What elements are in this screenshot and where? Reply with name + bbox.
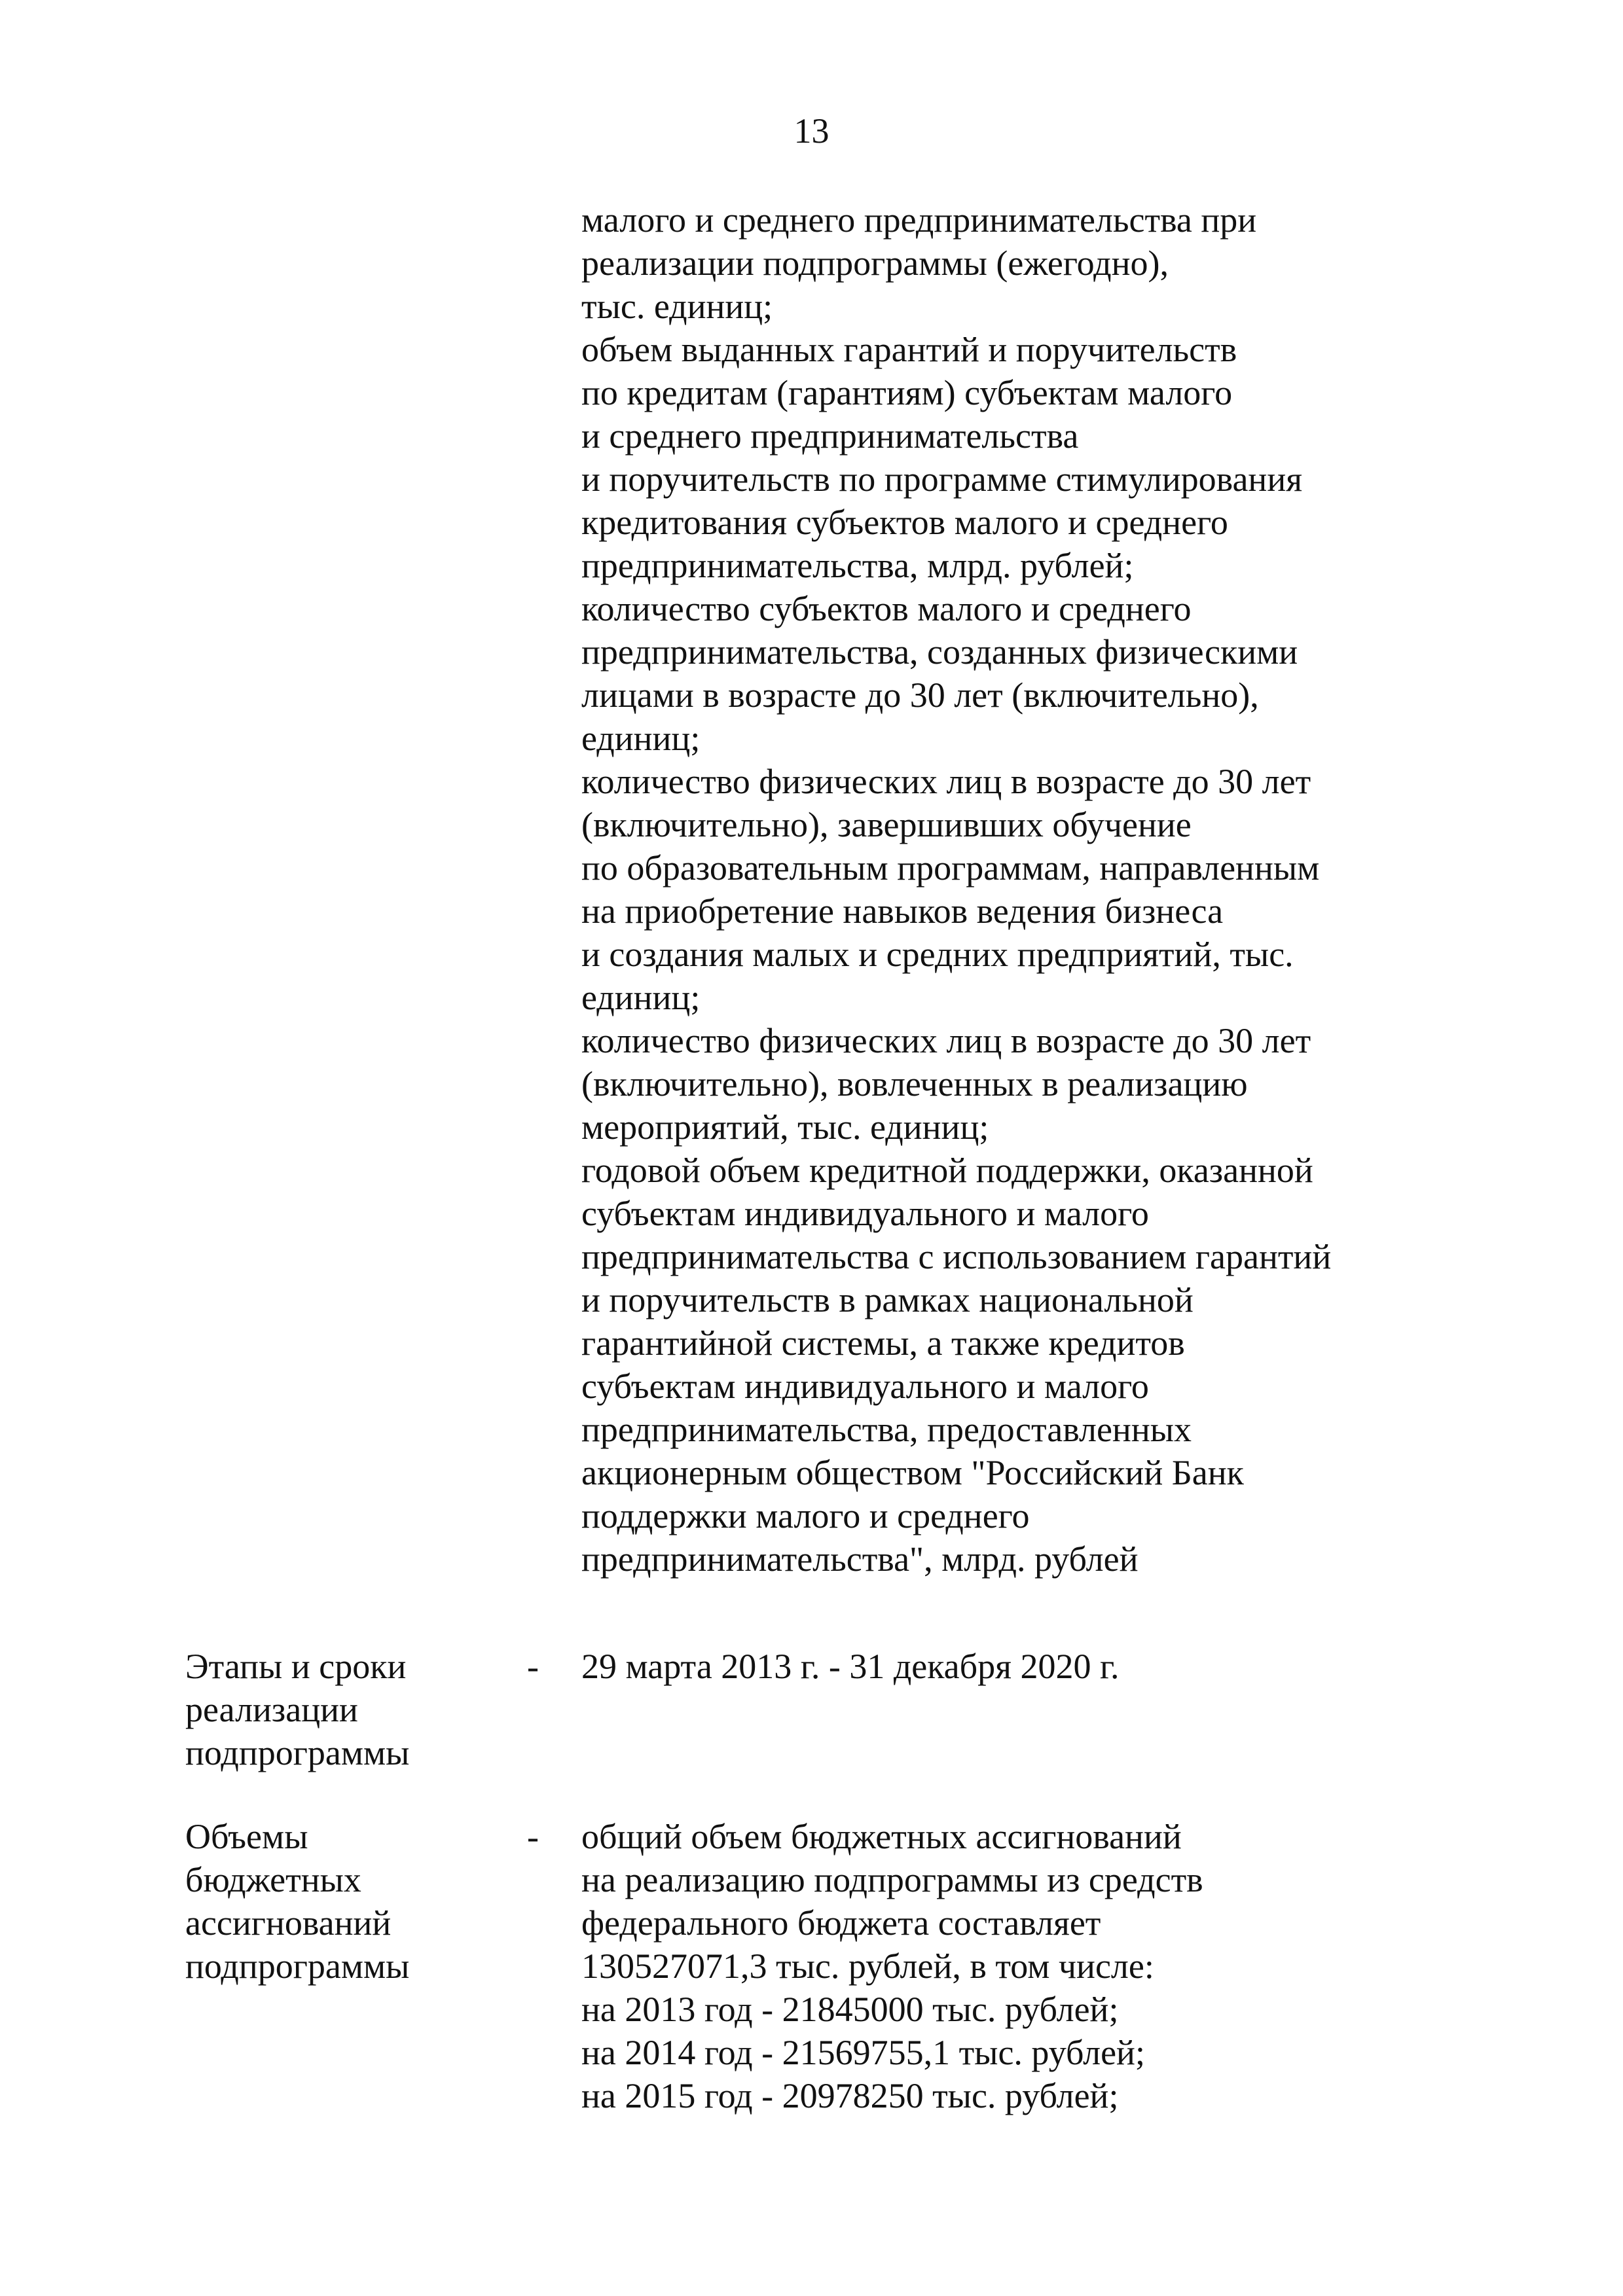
label-line: Объемы bbox=[185, 1817, 308, 1856]
text-line: (включительно), вовлеченных в реализацию bbox=[581, 1064, 1248, 1103]
text-line: количество физических лиц в возрасте до 30 лет bbox=[581, 1021, 1311, 1060]
text-line: и среднего предпринимательства bbox=[581, 416, 1079, 456]
value-line: 130527071,3 тыс. рублей, в том числе: bbox=[581, 1946, 1154, 1986]
text-line: субъектам индивидуального и малого bbox=[581, 1194, 1149, 1233]
label-line: бюджетных bbox=[185, 1860, 361, 1899]
text-line: (включительно), завершивших обучение bbox=[581, 805, 1192, 844]
text-line: предпринимательства с использованием гарантий bbox=[581, 1237, 1332, 1276]
value-line: на реализацию подпрограммы из средств bbox=[581, 1860, 1203, 1899]
label-line: Этапы и сроки bbox=[185, 1647, 407, 1686]
stages-dash: - bbox=[527, 1647, 539, 1686]
text-line: единиц; bbox=[581, 719, 701, 758]
label-line: ассигнований bbox=[185, 1903, 392, 1943]
value-line: федерального бюджета составляет bbox=[581, 1903, 1101, 1943]
budget-dash: - bbox=[527, 1817, 539, 1856]
value-line: на 2013 год - 21845000 тыс. рублей; bbox=[581, 1990, 1119, 2029]
value-line: 29 марта 2013 г. - 31 декабря 2020 г. bbox=[581, 1647, 1120, 1686]
indicators-continuation bbox=[581, 198, 1472, 1581]
text-line: объем выданных гарантий и поручительств bbox=[581, 330, 1237, 369]
label-line: подпрограммы bbox=[185, 1733, 410, 1772]
text-line: и поручительств в рамках национальной bbox=[581, 1280, 1194, 1319]
text-line: кредитования субъектов малого и среднего bbox=[581, 503, 1228, 542]
text-line: лицами в возрасте до 30 лет (включительно), bbox=[581, 675, 1259, 715]
text-line: и поручительств по программе стимулирования bbox=[581, 459, 1303, 499]
budget-value bbox=[581, 1815, 1472, 2117]
text-line: предпринимательства, созданных физическими bbox=[581, 632, 1298, 672]
text-line: поддержки малого и среднего bbox=[581, 1496, 1030, 1535]
label-line: подпрограммы bbox=[185, 1946, 410, 1986]
stages-label bbox=[185, 1645, 486, 1774]
stages-value bbox=[581, 1645, 1472, 1688]
value-line: общий объем бюджетных ассигнований bbox=[581, 1817, 1182, 1856]
budget-label bbox=[185, 1815, 486, 1988]
text-line: единиц; bbox=[581, 978, 701, 1017]
text-line: по кредитам (гарантиям) субъектам малого bbox=[581, 373, 1233, 412]
text-line: предпринимательства", млрд. рублей bbox=[581, 1539, 1139, 1579]
value-line: на 2015 год - 20978250 тыс. рублей; bbox=[581, 2076, 1119, 2115]
text-line: предпринимательства, млрд. рублей; bbox=[581, 546, 1134, 585]
text-line: субъектам индивидуального и малого bbox=[581, 1367, 1149, 1406]
text-line: и создания малых и средних предприятий, тыс. bbox=[581, 935, 1294, 974]
text-line: на приобретение навыков ведения бизнеса bbox=[581, 891, 1224, 931]
text-line: малого и среднего предпринимательства при bbox=[581, 200, 1257, 240]
text-line: гарантийной системы, а также кредитов bbox=[581, 1323, 1185, 1363]
text-line: годовой объем кредитной поддержки, оказанной bbox=[581, 1151, 1313, 1190]
text-line: по образовательным программам, направленным bbox=[581, 848, 1320, 888]
value-line: на 2014 год - 21569755,1 тыс. рублей; bbox=[581, 2033, 1145, 2072]
page-number: 13 bbox=[793, 111, 830, 151]
text-line: мероприятий, тыс. единиц; bbox=[581, 1107, 989, 1147]
text-line: акционерным обществом "Российский Банк bbox=[581, 1453, 1244, 1492]
text-line: предпринимательства, предоставленных bbox=[581, 1410, 1192, 1449]
label-line: реализации bbox=[185, 1690, 358, 1729]
text-line: реализации подпрограммы (ежегодно), bbox=[581, 243, 1169, 283]
text-line: тыс. единиц; bbox=[581, 287, 773, 326]
text-line: количество физических лиц в возрасте до 30 лет bbox=[581, 762, 1311, 801]
text-line: количество субъектов малого и среднего bbox=[581, 589, 1192, 628]
